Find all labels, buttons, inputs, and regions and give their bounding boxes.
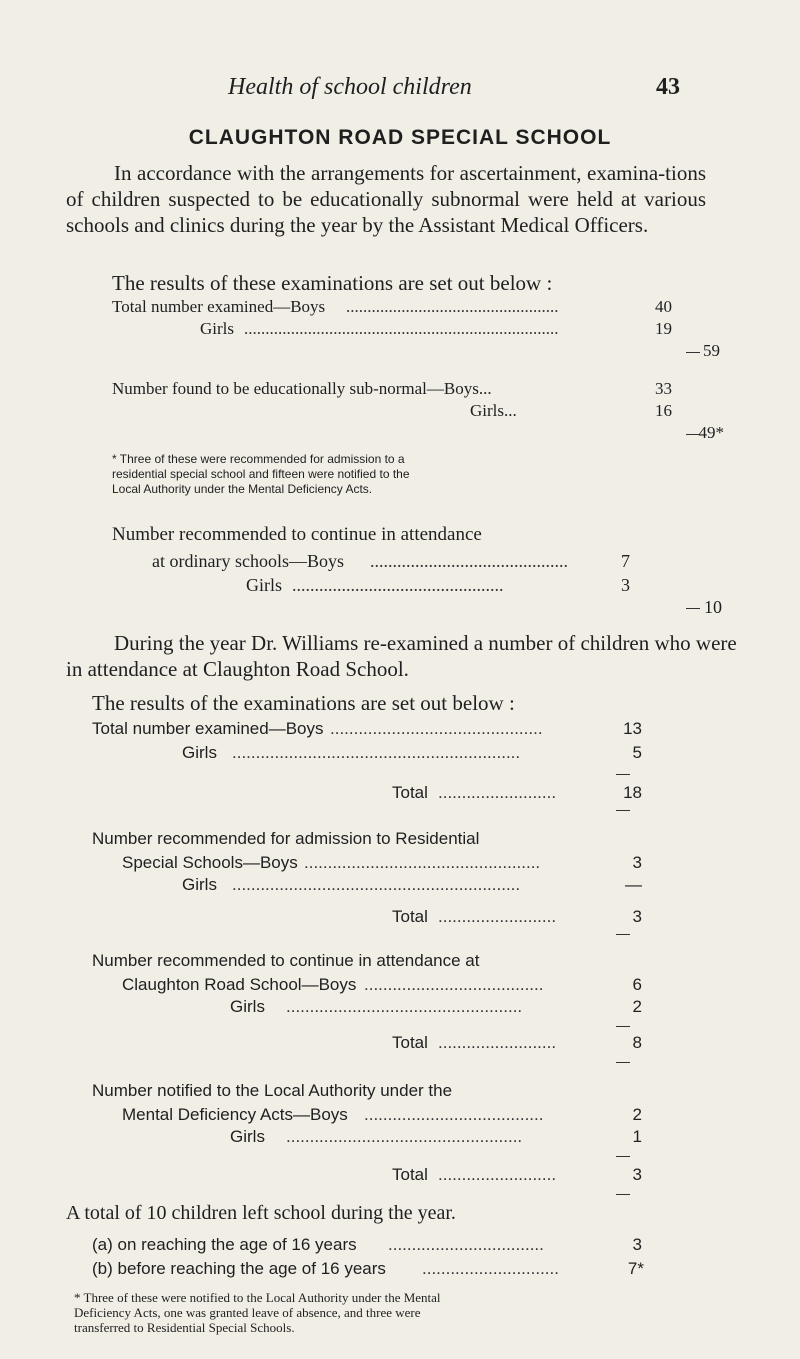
reexamination-paragraph: During the year Dr. Williams re-examined a number of children who were in attendance at Claughton Road School.	[66, 631, 737, 681]
notified-girls-value: 1	[632, 1127, 642, 1146]
notified-total-value: 3	[632, 1165, 642, 1184]
running-header	[220, 74, 680, 104]
section-heading: CLAUGHTON ROAD SPECIAL SCHOOL	[188, 126, 612, 149]
sum-rule	[616, 1194, 630, 1195]
footnote-2: * Three of these were notified to the Local Authority under the Mental Deficiency Acts, one was granted leave of absence, and three were transferred to Residential Special Schools.	[74, 1290, 441, 1335]
footnote-1: * Three of these were recommended for admission to a residential special school and fifteen were notified to the Local Authority under the Mental Deficiency Acts.	[112, 452, 410, 496]
running-title: Health of school children	[228, 74, 472, 100]
sum-rule	[616, 1062, 630, 1063]
residential-girls-value: —	[625, 875, 642, 894]
subnormal-sum-value: 49*	[698, 423, 724, 442]
results-intro-1: The results of these examinations are set out below :	[112, 271, 553, 295]
page-number: 43	[656, 74, 680, 100]
left-a-value: 3	[632, 1235, 642, 1254]
total-girls-value: 19	[655, 319, 672, 338]
claughton-total-value: 8	[632, 1033, 642, 1052]
document-page: Health of school children 43 CLAUGHTON ROAD SPECIAL SCHOOL In accordance with the arrangements for ascertainment, examina-tions of children suspected to be educationally subnormal were held at various schools and clinics during the year by the Assistant Medical Officers. The results of these examinations are set out below : Total number examined—Boys .................................................. 40 Girls .......................................................................... 19 59 Number found to be educationally sub-normal—Boys... 33 Girls... 16 49* * Three of these were recommended for admission to a residential special school and fifteen were notified to the Local Authority under the Mental Deficiency Acts. Number recommended to continue in attendance at ordinary schools—Boys ............................................ 7 Girls ............................................... 3 10 During the year Dr. Williams re-examined a number of children who were in attendance at Claughton Road School. The results of the examinations are set out below : Total number examined—Boys ............................................. 13 Girls ............................................................. 5 Total ......................... 18 Number recommended for admission to Residential Special Schools—Boys .................................................. 3 Girls ............................................................. — Total ......................... 3 Number recommended to continue in attendance at Claughton Road School—Boys ...................................... 6 Girls .................................................. 2 Total ......................... 8 Number notified to the Local Authority under the Mental Deficiency Acts—Boys ...................................... 2 Girls .................................................. 1 Total ......................... 3 A total of 10 children left school during the year. (a) on reaching the age of 16 years ................................. 3 (b) before reaching the age of 16 years ............................. 7* * Three of these were notified to the Local Authority under the Mental Deficiency Acts, one was granted leave of absence, and three were transferred to Residential Special Schools.	[0, 0, 800, 1359]
subnormal-boys-value: 33	[655, 379, 672, 398]
continue-sum-value: 10	[704, 597, 722, 617]
sum-rule	[616, 774, 630, 775]
intro-paragraph: In accordance with the arrangements for ascertainment, examina-tions of children suspected to be educationally subnormal were held at various schools and clinics during the year by the Assistant Medical Officers.	[66, 161, 706, 237]
sum-rule	[616, 934, 630, 935]
claughton-girls-value: 2	[632, 997, 642, 1016]
total-sum-value: 59	[703, 341, 720, 360]
examined-total-value: 18	[623, 783, 642, 802]
sum-rule	[616, 810, 630, 811]
notified-boys-value: 2	[632, 1105, 642, 1124]
continue-girls-value: 3	[621, 575, 630, 595]
children-left-paragraph: A total of 10 children left school during the year.	[66, 1202, 456, 1224]
residential-total-value: 3	[632, 907, 642, 926]
examined-girls-value: 5	[632, 743, 642, 762]
sum-rule	[616, 1156, 630, 1157]
claughton-boys-value: 6	[632, 975, 642, 994]
total-boys-value: 40	[655, 297, 672, 316]
results-intro-2: The results of the examinations are set out below :	[92, 691, 515, 715]
subnormal-girls-value: 16	[655, 401, 672, 420]
continue-boys-value: 7	[621, 551, 630, 571]
examined-boys-value: 13	[623, 719, 642, 738]
residential-boys-value: 3	[632, 853, 642, 872]
sum-rule	[616, 1026, 630, 1027]
left-b-value: 7*	[627, 1259, 644, 1278]
